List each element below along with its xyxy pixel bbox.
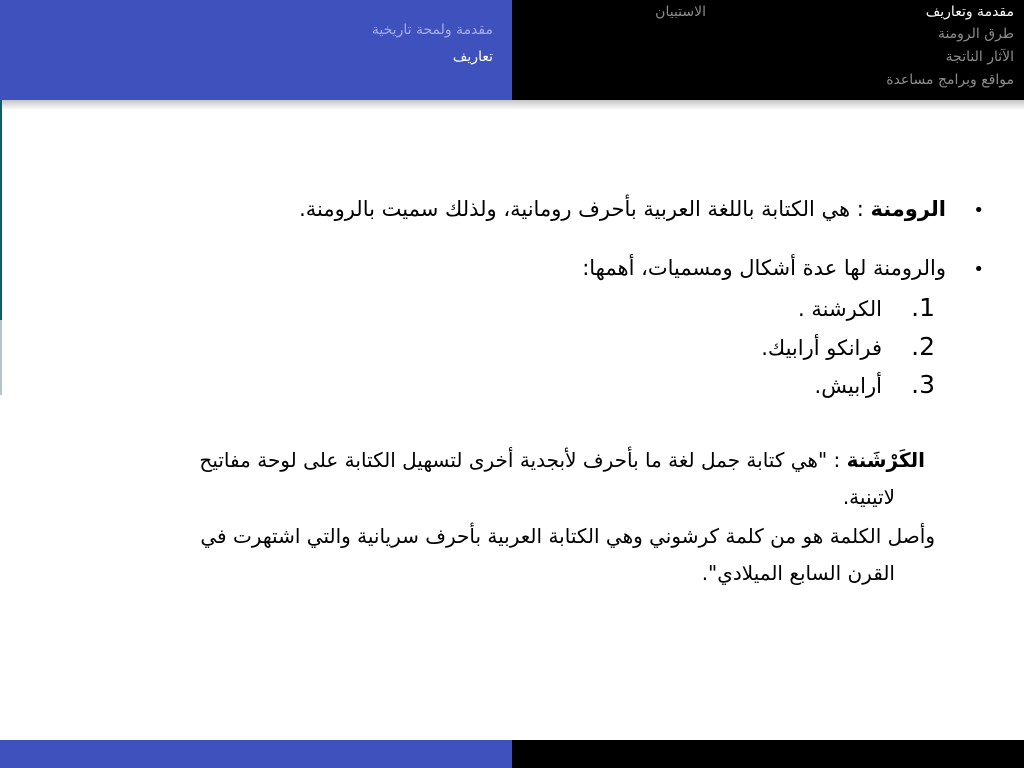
- section-link-sites-tools[interactable]: مواقع وبرامج مساعدة: [886, 72, 1014, 88]
- numbered-item: [815, 368, 935, 403]
- definition-line: لاتينية.: [842, 485, 895, 509]
- list-number: 2.: [911, 332, 935, 361]
- footer-bar-right: [512, 740, 1024, 768]
- bullet-definition: : هي الكتابة باللغة العربية بأحرف رومانية، ولذلك سميت بالرومنة.: [299, 197, 871, 221]
- bullet-item-romanization: [299, 194, 984, 226]
- definition-line: وأصل الكلمة هو من كلمة كرشوني وهي الكتابة العربية بأحرف سريانية والتي اشتهرت في: [200, 524, 935, 548]
- list-number: 1.: [911, 293, 935, 322]
- left-edge-strip-lower: [0, 320, 2, 395]
- left-edge-strip: [0, 100, 2, 320]
- bullet-symbol: •: [973, 259, 984, 280]
- section-link-intro-definitions[interactable]: مقدمة وتعاريف: [925, 4, 1014, 20]
- bullet-item-forms: [582, 253, 984, 285]
- bullet-text: والرومنة لها عدة أشكال ومسميات، أهمها:: [582, 256, 946, 280]
- numbered-item: [798, 291, 935, 326]
- subsection-link-intro-history[interactable]: مقدمة ولمحة تاريخية: [371, 22, 493, 38]
- list-item-text: فرانكو أرابيك.: [761, 336, 882, 360]
- definition-text: : "هي كتابة جمل لغة ما بأحرف لأبجدية أخرى لتسهيل الكتابة على لوحة مفاتيح: [199, 448, 847, 472]
- bullet-text: [299, 194, 946, 224]
- section-link-romanization-methods[interactable]: طرق الرومنة: [937, 26, 1014, 42]
- numbered-item: [761, 330, 935, 365]
- list-item-text: الكرشنة .: [798, 297, 882, 321]
- definition-line: القرن السابع الميلادي".: [701, 561, 895, 585]
- list-item-text: أرابيش.: [814, 374, 882, 398]
- header-shadow: [0, 100, 1024, 110]
- header-section-bar: [512, 0, 1024, 100]
- definition-line: [199, 445, 925, 475]
- footer-bar-left: [0, 740, 512, 768]
- header-subsection-bar: [0, 0, 512, 100]
- list-number: 3.: [911, 370, 935, 399]
- definition-term: الكَرْشَنة: [846, 448, 925, 472]
- bullet-term: الرومنة: [870, 197, 946, 221]
- section-link-effects[interactable]: الآثار الناتجة: [945, 49, 1014, 65]
- subsection-link-definitions[interactable]: تعاريف: [452, 49, 493, 65]
- section-link-survey[interactable]: الاستبيان: [655, 4, 706, 20]
- bullet-symbol: •: [973, 200, 984, 221]
